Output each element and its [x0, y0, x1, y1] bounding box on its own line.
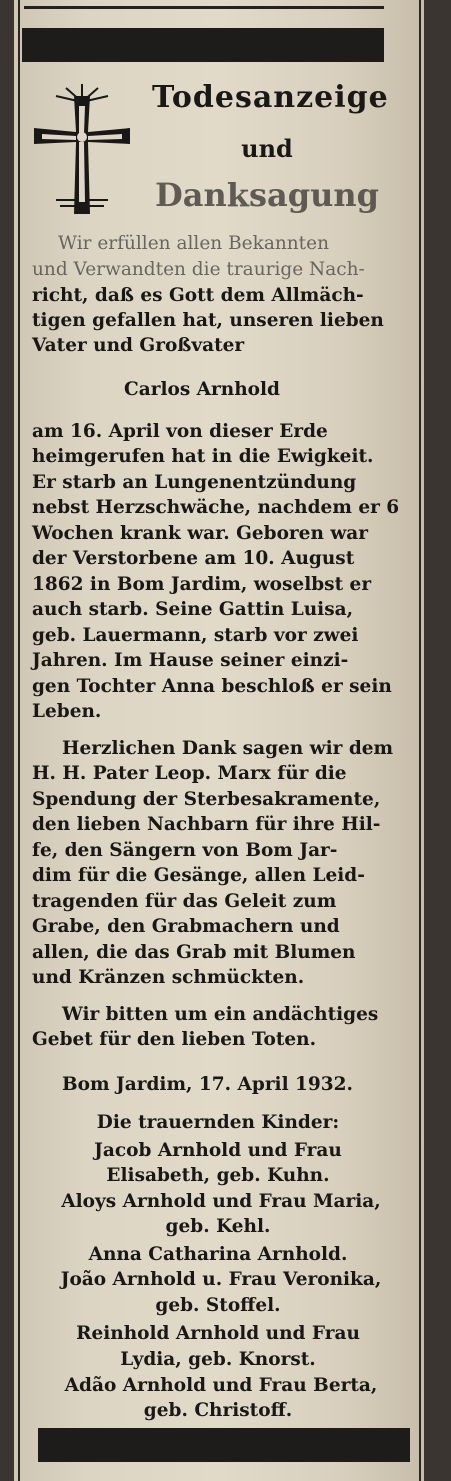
- body-line: am 16. April von dieser Erde: [32, 421, 328, 442]
- mourner-line: Aloys Arnhold und Frau Maria,: [61, 1191, 381, 1212]
- intro-line: tigen gefallen hat, unseren lieben: [32, 310, 384, 331]
- top-black-bar: [22, 28, 384, 62]
- thanks-line: Spendung der Sterbesakramente,: [32, 789, 381, 810]
- mourner-line: João Arnhold u. Frau Veronika,: [60, 1269, 382, 1290]
- body-line: nebst Herzschwäche, nachdem er 6: [32, 497, 400, 518]
- thanks-line: und Kränzen schmückten.: [32, 967, 305, 988]
- left-border-line: [18, 0, 20, 1481]
- cross-icon: [26, 82, 138, 220]
- intro-line: und Verwandten die traurige Nach-: [32, 259, 365, 280]
- thanks-line: H. H. Pater Leop. Marx für die: [32, 763, 347, 784]
- prayer-line: Wir bitten um ein andächtiges: [62, 1004, 379, 1025]
- top-rule: [24, 6, 384, 9]
- body-line: Leben.: [32, 701, 102, 722]
- heading-title: Todesanzeige: [152, 80, 389, 115]
- heading-und: und: [241, 134, 293, 163]
- mourner-line: geb. Stoffel.: [155, 1295, 281, 1316]
- prayer-line: Gebet für den lieben Toten.: [32, 1029, 317, 1050]
- heading-danksagung: Danksagung: [155, 176, 379, 214]
- body-line: der Verstorbene am 10. August: [32, 548, 355, 569]
- place-date: Bom Jardim, 17. April 1932.: [62, 1074, 353, 1095]
- thanks-line: allen, die das Grab mit Blumen: [32, 942, 356, 963]
- intro-line: richt, daß es Gott dem Allmäch-: [32, 285, 364, 306]
- deceased-name: Carlos Arnhold: [124, 379, 280, 400]
- mourner-line: Anna Catharina Arnhold.: [88, 1244, 348, 1265]
- thanks-line: Grabe, den Grabmachern und: [32, 916, 340, 937]
- mourner-line: geb. Kehl.: [165, 1216, 271, 1237]
- body-line: heimgerufen hat in die Ewigkeit.: [32, 446, 374, 467]
- thanks-line: dim für die Gesänge, allen Leid-: [32, 865, 365, 886]
- body-line: 1862 in Bom Jardim, woselbst er: [32, 574, 372, 595]
- intro-line: Wir erfüllen allen Bekannten: [58, 233, 329, 254]
- bottom-black-bar: [38, 1428, 410, 1462]
- thanks-line: den lieben Nachbarn für ihre Hil-: [32, 814, 381, 835]
- mourner-line: geb. Christoff.: [143, 1400, 293, 1421]
- thanks-line: tragenden für das Geleit zum: [32, 891, 337, 912]
- intro-line: Vater und Großvater: [32, 335, 245, 356]
- body-line: gen Tochter Anna beschloß er sein: [32, 676, 392, 697]
- mourner-line: Adão Arnhold und Frau Berta,: [64, 1375, 378, 1396]
- body-line: geb. Lauermann, starb vor zwei: [32, 625, 359, 646]
- thanks-line: fe, den Sängern von Bom Jar-: [32, 840, 338, 861]
- body-line: auch starb. Seine Gattin Luisa,: [32, 599, 354, 620]
- thanks-line: Herzlichen Dank sagen wir dem: [62, 738, 394, 759]
- body-line: Jahren. Im Hause seiner einzi-: [32, 650, 349, 671]
- mourners-heading: Die trauernden Kinder:: [96, 1112, 340, 1133]
- mourner-line: Lydia, geb. Knorst.: [120, 1349, 316, 1370]
- mourner-line: Reinhold Arnhold und Frau: [76, 1323, 360, 1344]
- mourner-line: Elisabeth, geb. Kuhn.: [106, 1165, 330, 1186]
- body-line: Wochen krank war. Geboren war: [32, 523, 368, 544]
- body-line: Er starb an Lungenentzündung: [32, 472, 357, 493]
- mourner-line: Jacob Arnhold und Frau: [94, 1140, 342, 1161]
